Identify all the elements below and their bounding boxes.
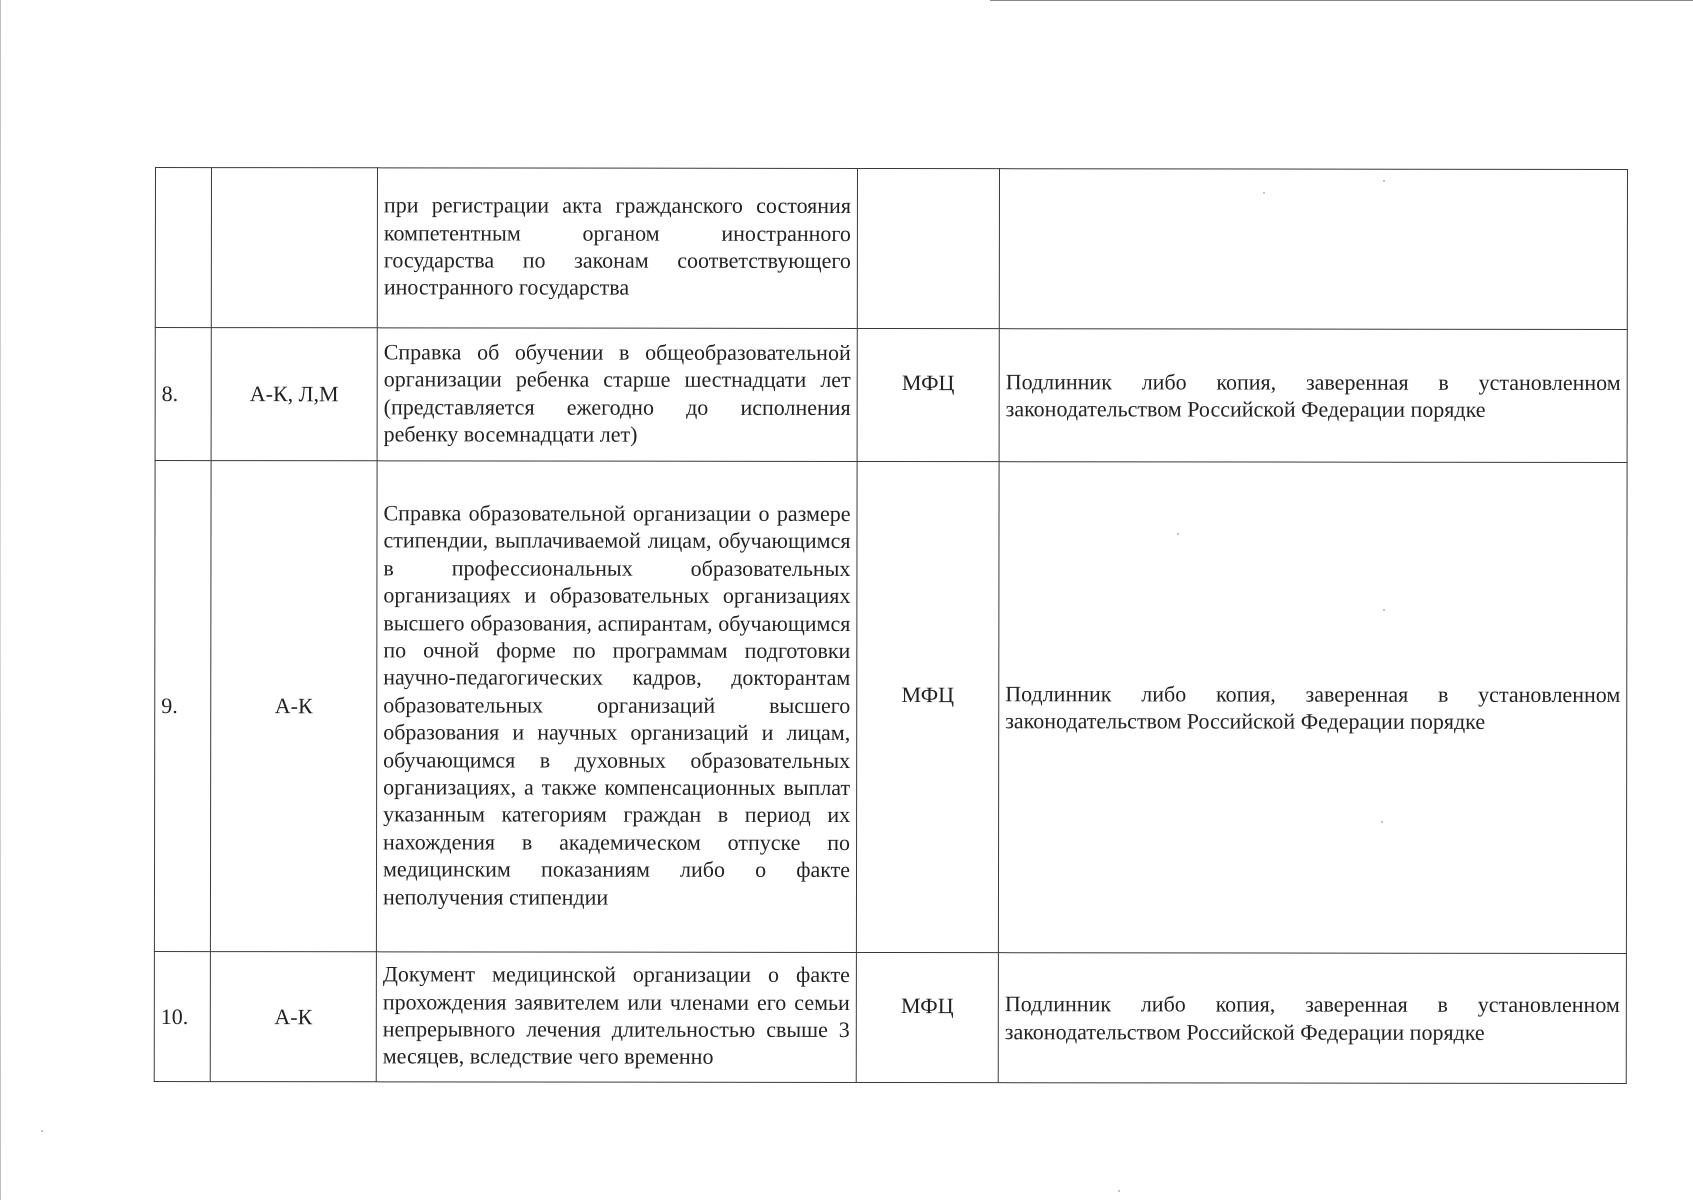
row-number: 10. xyxy=(154,951,210,1081)
scan-speck xyxy=(41,1130,43,1132)
scan-speck xyxy=(1118,1190,1120,1192)
row-number: 9. xyxy=(154,461,211,952)
documents-table xyxy=(154,167,1628,1084)
table-row xyxy=(154,951,1626,1083)
scan-edge-top xyxy=(990,0,1693,1)
scan-speck xyxy=(1383,609,1385,611)
row-category xyxy=(211,168,377,328)
row-place xyxy=(857,168,999,328)
row-category: А-К xyxy=(210,461,377,952)
row-place: МФЦ xyxy=(901,992,954,1018)
table-row xyxy=(154,461,1627,954)
row-category: А-К xyxy=(210,952,376,1082)
row-form: Подлинник либо копия, заверенная в установленном законодательством Российской Федерации порядке xyxy=(998,953,1626,1084)
row-description: при регистрации акта гражданского состояния компетентным органом иностранного государства по законам соответствующего иностранного государства xyxy=(377,168,857,329)
row-number: 8. xyxy=(155,328,211,461)
scan-edge-left xyxy=(0,0,1,1200)
row-description: Документ медицинской организации о факте прохождения заявителем или членами его семьи непрерывного лечения длительностью свыше 3 месяцев, вследствие чего временно xyxy=(376,952,856,1083)
table-row xyxy=(155,168,1627,330)
row-form: Подлинник либо копия, заверенная в установленном законодательством Российской Федерации порядке xyxy=(999,329,1627,463)
row-form: Подлинник либо копия, заверенная в установленном законодательством Российской Федерации порядке xyxy=(998,462,1627,954)
row-place: МФЦ xyxy=(901,682,955,708)
table-row xyxy=(155,328,1627,463)
row-description: Справка об обучении в общеобразовательной организации ребенка старше шестнадцати лет (представляется ежегодно до исполнения ребенку восемнадцати лет) xyxy=(377,328,857,462)
row-place: МФЦ xyxy=(901,370,955,396)
row-description: Справка образовательной организации о размере стипендии, выплачиваемой лицам, обучающимся в профессиональных образовательных организациях и образовательных организациях высшего образования, аспирантам, обучающимся по очной форме по программам подготовки научно-педагогических кадров, докторантам образовательных организаций высшего образования и научных организаций и лицам, обучающимся в духовных образовательных организациях, а также компенсационных выплат указанным категориям граждан в период их нахождения в академическом отпуске по медицинским показаниям либо о факте неполучения стипендии xyxy=(376,461,857,953)
scan-speck xyxy=(1381,821,1383,823)
row-number xyxy=(155,168,211,328)
row-form xyxy=(999,169,1627,330)
scan-speck xyxy=(1177,533,1179,535)
scan-speck xyxy=(1263,192,1265,194)
row-category: А-К, Л,М xyxy=(211,328,377,461)
scan-speck xyxy=(1383,180,1385,182)
